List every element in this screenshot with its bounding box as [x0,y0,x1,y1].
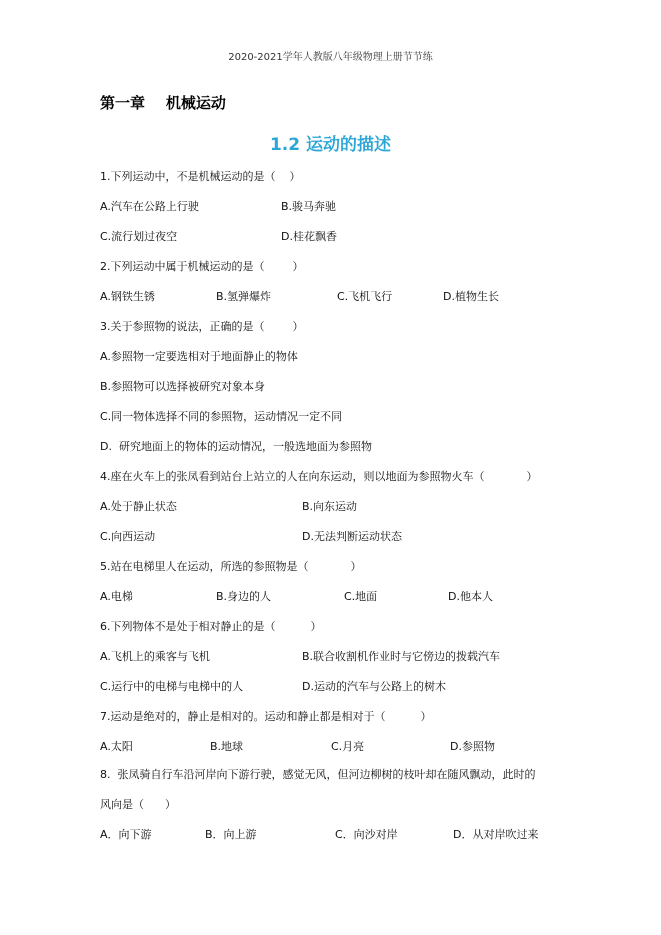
question-8-option-c: C．向沙对岸 [335,828,398,841]
question-7-option-c: C.月亮 [331,740,365,753]
question-1-stem: 1.下列运动中，不是机械运动的是（ ） [100,170,301,183]
question-5-option-a: A.电梯 [100,590,133,603]
question-2-option-d: D.植物生长 [443,290,499,303]
question-3-option-b: B.参照物可以选择被研究对象本身 [100,380,266,393]
question-1-option-d: D.桂花飘香 [281,230,337,243]
question-6-stem: 6.下列物体不是处于相对静止的是（ ） [100,620,322,633]
question-4-option-c: C.向西运动 [100,530,156,543]
question-3-stem: 3.关于参照物的说法，正确的是（ ） [100,320,304,333]
question-2-option-b: B.氢弹爆炸 [216,290,272,303]
question-2-stem: 2.下列运动中属于机械运动的是（ ） [100,260,304,273]
question-8-option-d: D．从对岸吹过来 [453,828,539,841]
page-header: 2020-2021学年人教版八年级物理上册节节练 [228,52,433,63]
question-7-option-b: B.地球 [210,740,244,753]
question-1-option-b: B.骏马奔驰 [281,200,337,213]
question-7-option-d: D.参照物 [450,740,495,753]
question-4-stem: 4.座在火车上的张凤看到站台上站立的人在向东运动，则以地面为参照物火车（ ） [100,470,538,483]
question-1-option-a: A.汽车在公路上行驶 [100,200,199,213]
question-6-option-c: C.运行中的电梯与电梯中的人 [100,680,244,693]
question-6-option-b: B.联合收割机作业时与它傍边的拨载汽车 [302,650,501,663]
question-5-option-c: C.地面 [344,590,378,603]
question-5-stem: 5.站在电梯里人在运动，所选的参照物是（ ） [100,560,362,573]
chapter-title: 第一章 机械运动 [100,94,226,112]
section-title: 1.2 运动的描述 [269,135,392,155]
question-5-option-d: D.他本人 [448,590,493,603]
question-8-stem-line-2: 风向是（ ） [100,798,176,811]
question-4-option-b: B.向东运动 [302,500,358,513]
question-2-option-a: A.钢铁生锈 [100,290,155,303]
question-3-option-c: C.同一物体选择不同的参照物，运动情况一定不同 [100,410,343,423]
question-6-option-a: A.飞机上的乘客与飞机 [100,650,210,663]
question-4-option-a: A.处于静止状态 [100,500,177,513]
question-7-option-a: A.太阳 [100,740,133,753]
question-3-option-a: A.参照物一定要选相对于地面静止的物体 [100,350,298,363]
question-4-option-d: D.无法判断运动状态 [302,530,402,543]
question-7-stem: 7.运动是绝对的，静止是相对的。运动和静止都是相对于（ ） [100,710,432,723]
question-8-stem-line-1: 8. 张凤骑自行车沿河岸向下游行驶，感觉无风，但河边柳树的枝叶却在随风飘动，此时的 [100,768,536,781]
question-2-option-c: C.飞机飞行 [337,290,393,303]
question-5-option-b: B.身边的人 [216,590,272,603]
question-3-option-d: D. 研究地面上的物体的运动情况，一般选地面为参照物 [100,440,372,453]
question-6-option-d: D.运动的汽车与公路上的树木 [302,680,446,693]
question-8-option-b: B．向上游 [205,828,257,841]
question-1-option-c: C.流行划过夜空 [100,230,178,243]
question-8-option-a: A．向下游 [100,828,152,841]
